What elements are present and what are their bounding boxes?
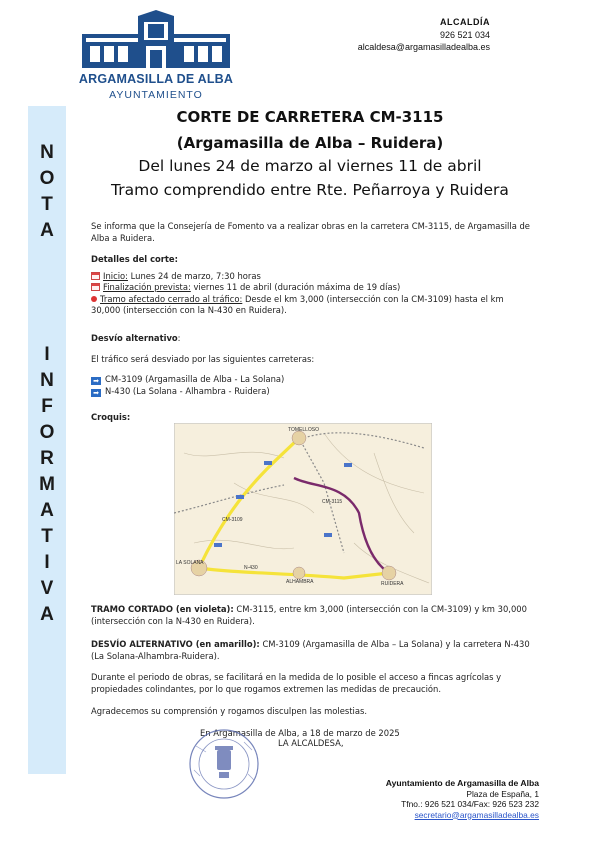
side-letter: N [40,142,54,163]
side-letter: I [44,552,50,573]
header-contact [358,16,490,54]
footer-org-name: Ayuntamiento de Argamasilla de Alba [385,778,539,788]
signature-role: LA ALCALDESA, [278,738,344,748]
header-email: alcaldesa@argamasilladealba.es [357,42,490,52]
org-name: ARGAMASILLA DE ALBA [78,72,234,86]
side-letter: V [40,578,54,599]
side-letter: M [39,474,55,495]
intro-paragraph: Se informa que la Consejería de Fomento va a realizar obras en la carretera CM-3115, de Argamasilla de Alba a Ruidera. [91,221,530,243]
route-text: CM-3109 (Argamasilla de Alba - La Solana) [105,374,285,384]
legend-cut [91,604,531,627]
map-label: CM-3115 [322,499,343,505]
calendar-icon [91,283,100,291]
cut-label: TRAMO CORTADO (en violeta): [91,604,234,614]
detour-section [91,333,531,397]
detour-route [91,374,531,386]
right-arrow-icon: ➡ [91,389,101,397]
end-label: Finalización prevista: [103,282,191,292]
header-phone: 926 521 034 [439,29,490,40]
side-letter: T [41,194,53,215]
route-sketch-map [174,423,432,595]
map-label: LA SOLANA [176,560,204,566]
legend-detour [91,639,531,662]
detail-stretch [91,294,531,317]
map-label: RUIDERA [381,581,404,587]
municipal-logo [76,10,236,101]
detour-legend-text: CM-3109 (Argamasilla de Alba – La Solana) y la carretera N-430 (La Solana-Alhambra-Ruidera). [91,639,530,661]
side-letter: A [40,604,54,625]
location-pin-icon [91,296,97,302]
calendar-icon [91,272,100,280]
right-arrow-icon: ➡ [91,377,101,385]
footer-email-link[interactable]: secretario@argamasilladealba.es [414,809,539,820]
side-letter: O [39,422,55,443]
footer-contact [386,778,539,820]
detour-intro: El tráfico será desviado por las siguientes carreteras: [91,353,315,364]
cut-text: CM-3115, entre km 3,000 (intersección con la CM-3109) y km 30,000 (intersección con la N-430 en Ruidera). [91,604,527,626]
route-text: N-430 (La Solana - Alhambra - Ruidera) [105,385,270,396]
side-letter: N [40,370,54,391]
detail-start [91,271,531,283]
map-label: CM-3109 [222,517,243,523]
start-label: Inicio: [103,270,128,281]
map-label: ALHAMBRA [286,579,314,585]
details-heading: Detalles del corte: [91,254,178,264]
notice-subtitle: (Argamasilla de Alba – Ruidera) [176,134,444,152]
side-letter: O [39,168,55,189]
side-letter: F [41,396,53,417]
detail-end [91,282,531,294]
footer-address: Plaza de España, 1 [466,788,539,799]
map-label: N-430 [244,565,258,571]
side-band-nota-informativa [28,106,66,774]
side-letter: A [40,500,54,521]
notice-title: CORTE DE CARRETERA CM-3115 [176,108,444,126]
details-section [91,254,531,317]
thanks-paragraph: Agradecemos su comprensión y rogamos disculpen las molestias. [91,706,368,716]
precaution-paragraph: Durante el periodo de obras, se facilitará en la medida de lo posible el acceso a fincas agrícolas y propiedades colindantes, por lo que rogamos extremen las medidas de precaución. [91,672,502,694]
side-letter: R [40,448,54,469]
org-subtitle: AYUNTAMIENTO [109,89,203,101]
side-letter: I [44,344,50,365]
official-seal-stamp [186,726,262,802]
notice-dates: Del lunes 24 de marzo al viernes 11 de abril [138,157,482,175]
end-value: viernes 11 de abril (duración máxima de 19 días) [190,282,401,292]
start-value: Lunes 24 de marzo, 7:30 horas [127,270,261,281]
side-letter: T [41,526,53,547]
stretch-label: Tramo afectado cerrado al tráfico: [100,293,243,304]
footer-phones: Tfno.: 926 521 034/Fax: 926 523 232 [401,799,539,809]
stretch-value: Desde el km 3,000 (intersección con la CM-3109) hasta el km 30,000 (intersección con la N-430 en Ruidera). [91,293,504,315]
detour-route [91,386,531,398]
sketch-heading: Croquis: [91,412,131,422]
detour-legend-label: DESVÍO ALTERNATIVO (en amarillo): [91,639,260,649]
town-hall-emblem-icon [82,10,230,70]
side-letter: A [40,220,54,241]
signature-place-date: En Argamasilla de Alba, a 18 de marzo de 2025 [200,728,400,738]
detour-colon: : [177,333,181,343]
dept-name: ALCALDÍA [440,17,490,27]
map-label: TOMELLOSO [288,427,320,433]
detour-heading: Desvío alternativo [91,333,178,343]
notice-stretch: Tramo comprendido entre Rte. Peñarroya y Ruidera [111,181,509,199]
